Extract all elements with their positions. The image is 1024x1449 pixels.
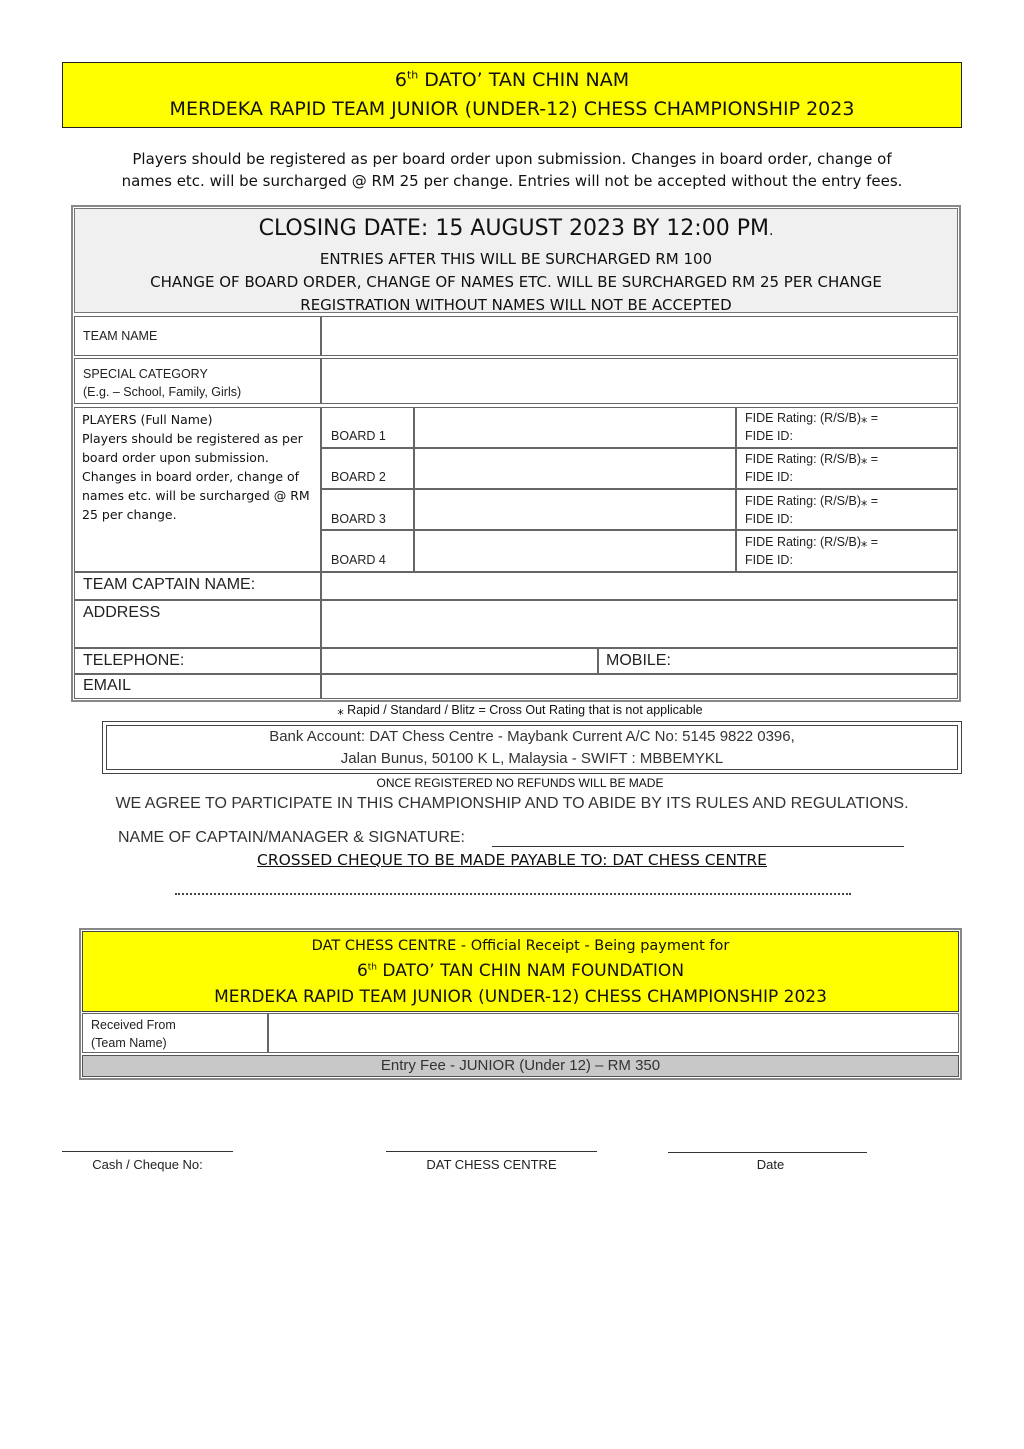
bank-line-2: Jalan Bunus, 50100 K L, Malaysia - SWIFT : MBBEMYKL [340,750,724,767]
special-category-label-cell [74,358,321,404]
players-note: Players should be registered as per board order upon submission. Changes in board order, change of names etc. will be surcharged @ RM 25 per change. [82,431,310,522]
mobile-label: MOBILE: [606,652,671,669]
board-3-name-input[interactable] [414,489,736,530]
email-label-cell: EMAIL [74,674,321,699]
no-refund-notice: ONCE REGISTERED NO REFUNDS WILL BE MADE [376,776,664,790]
board-4-name-input[interactable] [414,530,736,572]
board-2-label-cell [321,448,414,489]
telephone-label-cell: TELEPHONE: [74,648,321,674]
special-category-label: SPECIAL CATEGORY [83,367,208,381]
cash-cheque-label: Cash / Cheque No: [92,1157,203,1172]
late-surcharge: ENTRIES AFTER THIS WILL BE SURCHARGED RM 100 [319,250,713,268]
board-4-label: BOARD 4 [331,553,386,567]
board-1-rating-label: FIDE Rating: (R/S/B)⁎ = [745,411,879,425]
board-4-fide-cell[interactable] [736,530,958,572]
board-3-label: BOARD 3 [331,512,386,526]
board-2-name-input[interactable] [414,448,736,489]
date-label: Date [756,1157,785,1172]
board-2-rating-label: FIDE Rating: (R/S/B)⁎ = [745,452,879,466]
notice-line-1: Players should be registered as per board order upon submission. Changes in board order, change of [132,150,892,168]
special-category-example: (E.g. – School, Family, Girls) [83,385,242,399]
title-line-1 [63,66,961,95]
team-name-label-cell: TEAM NAME [74,316,321,356]
mobile-input[interactable] [598,648,958,674]
centre-signature-line[interactable] [386,1151,597,1152]
title-banner [62,62,962,128]
board-4-label-cell [321,530,414,572]
board-1-label: BOARD 1 [331,429,386,443]
board-4-rating-label: FIDE Rating: (R/S/B)⁎ = [745,535,879,549]
agreement-statement: WE AGREE TO PARTICIPATE IN THIS CHAMPIONSHIP AND TO ABIDE BY ITS RULES AND REGULATIONS. [115,795,909,812]
board-3-rating-label: FIDE Rating: (R/S/B)⁎ = [745,494,879,508]
receipt-line-2: 6th DATO’ TAN CHIN NAM FOUNDATION [356,961,685,981]
names-required: REGISTRATION WITHOUT NAMES WILL NOT BE ACCEPTED [300,296,732,314]
captain-label-cell: TEAM CAPTAIN NAME: [74,572,321,600]
telephone-input[interactable] [321,648,598,674]
receipt-header [82,931,959,1012]
closing-date: CLOSING DATE: 15 AUGUST 2023 BY 12:00 PM. [258,216,774,241]
cash-cheque-line[interactable] [62,1151,233,1152]
cut-line [175,893,851,895]
bank-account-box [102,721,962,774]
registration-notice [80,148,944,192]
closing-date-panel [74,208,958,313]
team-name-input[interactable] [321,316,958,356]
received-team-name-label: (Team Name) [91,1036,167,1050]
edition-suffix: th [406,68,419,82]
notice-line-2: names etc. will be surcharged @ RM 25 per change. Entries will not be accepted without the entry fees. [121,172,903,190]
received-from-input[interactable] [268,1013,959,1053]
email-input[interactable] [321,674,958,699]
board-2-fide-cell[interactable] [736,448,958,489]
players-label: PLAYERS (Full Name) [82,412,213,427]
title-text-1: DATO’ TAN CHIN NAM [424,69,630,91]
board-1-fide-cell[interactable] [736,407,958,448]
board-1-fide-id-label: FIDE ID: [745,429,793,443]
received-from-label: Received From [91,1018,176,1032]
address-label-cell: ADDRESS [74,600,321,648]
change-surcharge: CHANGE OF BOARD ORDER, CHANGE OF NAMES ETC. WILL BE SURCHARGED RM 25 PER CHANGE [150,273,882,291]
board-1-name-input[interactable] [414,407,736,448]
receipt-line-3: MERDEKA RAPID TEAM JUNIOR (UNDER-12) CHESS CHAMPIONSHIP 2023 [214,987,827,1007]
signature-label: NAME OF CAPTAIN/MANAGER & SIGNATURE: [118,829,465,846]
title-line-2: MERDEKA RAPID TEAM JUNIOR (UNDER-12) CHESS CHAMPIONSHIP 2023 [169,98,855,120]
board-2-label: BOARD 2 [331,470,386,484]
date-line[interactable] [668,1152,867,1153]
board-3-fide-cell[interactable] [736,489,958,530]
address-input[interactable] [321,600,958,648]
board-2-fide-id-label: FIDE ID: [745,470,793,484]
captain-name-input[interactable] [321,572,958,600]
signature-line[interactable] [492,846,904,847]
board-3-label-cell [321,489,414,530]
rating-footnote: ⁎ Rapid / Standard / Blitz = Cross Out Rating that is not applicable [337,703,703,717]
special-category-input[interactable] [321,358,958,404]
board-4-fide-id-label: FIDE ID: [745,553,793,567]
received-from-label-cell [82,1013,268,1053]
entry-fee: Entry Fee - JUNIOR (Under 12) – RM 350 [82,1055,959,1077]
players-label-cell [74,407,321,572]
centre-label: DAT CHESS CENTRE [426,1157,557,1172]
bank-line-1: Bank Account: DAT Chess Centre - Maybank Current A/C No: 5145 9822 0396, [269,728,795,745]
board-1-label-cell [321,407,414,448]
receipt-line-1: DAT CHESS CENTRE - Official Receipt - Being payment for [311,938,730,954]
edition-number: 6 [394,69,407,91]
cheque-payable-note: CROSSED CHEQUE TO BE MADE PAYABLE TO: DAT CHESS CENTRE [257,851,767,869]
board-3-fide-id-label: FIDE ID: [745,512,793,526]
